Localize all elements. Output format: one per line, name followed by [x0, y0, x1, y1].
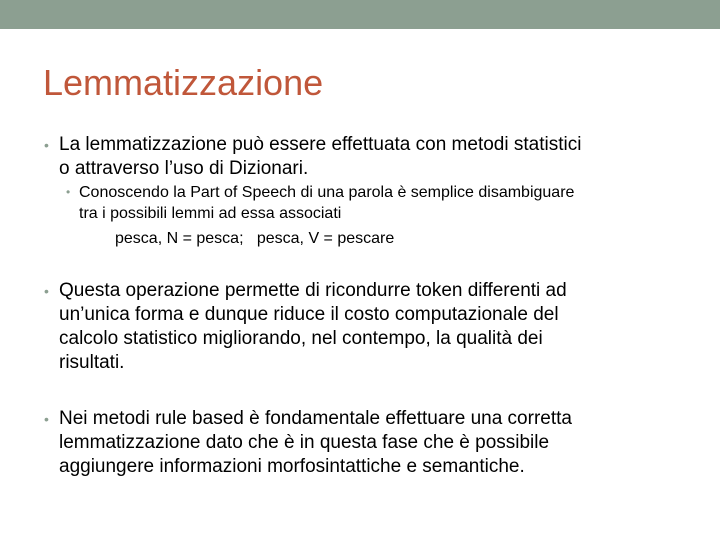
bullet-2-line-2: un’unica forma e dunque riduce il costo computazionale del	[59, 304, 559, 325]
bullet-1-line-1: La lemmatizzazione può essere effettuata con metodi statistici	[59, 134, 582, 155]
bullet-marker-icon: •	[44, 283, 49, 299]
bullet-1	[44, 133, 699, 181]
bullet-2-line-1: Questa operazione permette di ricondurre token differenti ad	[59, 280, 567, 301]
top-band	[0, 0, 720, 29]
bullet-3	[44, 407, 699, 479]
bullet-2-line-3: calcolo statistico migliorando, nel contempo, la qualità dei	[59, 328, 543, 349]
bullet-3-line-3: aggiungere informazioni morfosintattiche e semantiche.	[59, 456, 525, 477]
bullet-2	[44, 279, 699, 375]
bullet-3-line-1: Nei metodi rule based è fondamentale effettuare una corretta	[59, 408, 572, 429]
bullet-2-line-4: risultati.	[59, 352, 125, 373]
sub-bullet-marker-icon: •	[66, 185, 71, 199]
sub-bullet-1	[66, 182, 699, 224]
bullet-marker-icon: •	[44, 411, 49, 427]
bullet-3-line-2: lemmatizzazione dato che è in questa fase che è possibile	[59, 432, 550, 453]
slide-title: Lemmatizzazione	[43, 62, 324, 103]
bullet-1-line-2: o attraverso l’uso di Dizionari.	[59, 158, 309, 179]
sub-bullet-1-line-1: Conoscendo la Part of Speech di una parola è semplice disambiguare	[79, 184, 575, 201]
pesca-example: pesca, N = pesca; pesca, V = pescare	[115, 230, 395, 247]
sub-bullet-1-line-2: tra i possibili lemmi ad essa associati	[79, 205, 342, 222]
bullet-marker-icon: •	[44, 137, 49, 153]
